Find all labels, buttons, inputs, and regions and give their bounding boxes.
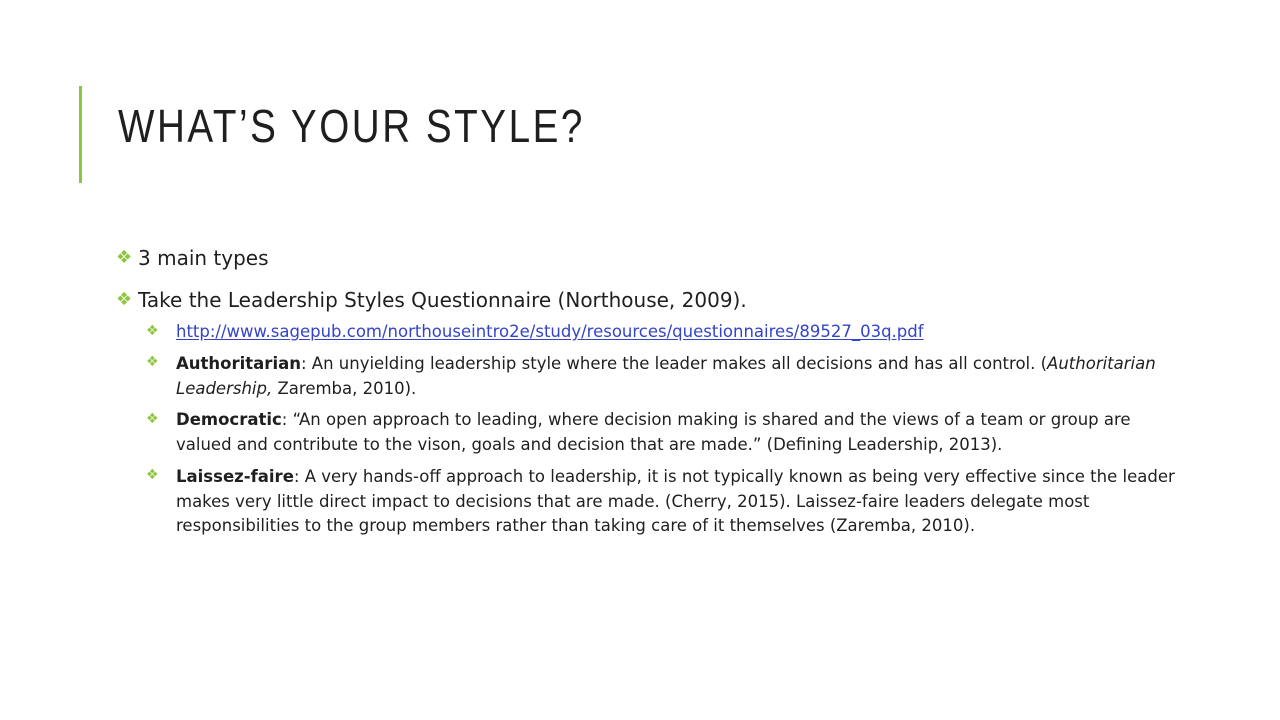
diamond-bullet-icon: ❖ <box>146 322 159 339</box>
democratic-term: Democratic <box>176 410 282 430</box>
sub-bullet-link <box>146 320 1176 345</box>
diamond-bullet-icon: ❖ <box>116 289 133 311</box>
title-accent-bar <box>79 86 82 183</box>
diamond-bullet-icon: ❖ <box>146 467 159 484</box>
slide-title: WHAT’S YOUR STYLE? <box>118 100 585 152</box>
diamond-bullet-icon: ❖ <box>116 247 133 269</box>
sub-bullet-laissez-faire <box>146 465 1176 539</box>
authoritarian-citation-title: Authoritarian Leadership, <box>176 353 1156 398</box>
laissez-faire-definition: : A very hands-off approach to leadership, it is not typically known as being very effective since the leader makes very little direct impact to decisions that are made. (Cherry, 2015). Laissez-faire leaders delegate most responsibilities to the group members rather than taking care of it themselves (Zaremba, 2010). <box>176 466 1175 536</box>
diamond-bullet-icon: ❖ <box>146 410 159 427</box>
authoritarian-term: Authoritarian <box>176 353 301 373</box>
bullet-questionnaire <box>116 288 1176 539</box>
authoritarian-citation-rest: Zaremba, 2010). <box>272 378 417 398</box>
questionnaire-link[interactable]: http://www.sagepub.com/northouseintro2e/study/resources/questionnaires/89527_03q.pdf <box>176 322 924 341</box>
bullet-main-types <box>116 246 1176 270</box>
sub-bullet-list <box>138 320 1176 539</box>
laissez-faire-term: Laissez-faire <box>176 466 294 486</box>
authoritarian-definition: : An unyielding leadership style where the leader makes all decisions and has all control. ( <box>300 353 1048 373</box>
sub-bullet-authoritarian <box>146 352 1176 402</box>
democratic-definition: : “An open approach to leading, where decision making is shared and the views of a team or group are valued and contribute to the vison, goals and decision that are made.” (Defining Leadership, 2013). <box>176 410 1131 454</box>
diamond-bullet-icon: ❖ <box>146 354 159 371</box>
bullet-main-types-text: 3 main types <box>138 246 269 270</box>
sub-bullet-democratic <box>146 408 1176 458</box>
bullet-list <box>116 246 1176 539</box>
bullet-questionnaire-text: Take the Leadership Styles Questionnaire (Northouse, 2009). <box>138 288 747 312</box>
